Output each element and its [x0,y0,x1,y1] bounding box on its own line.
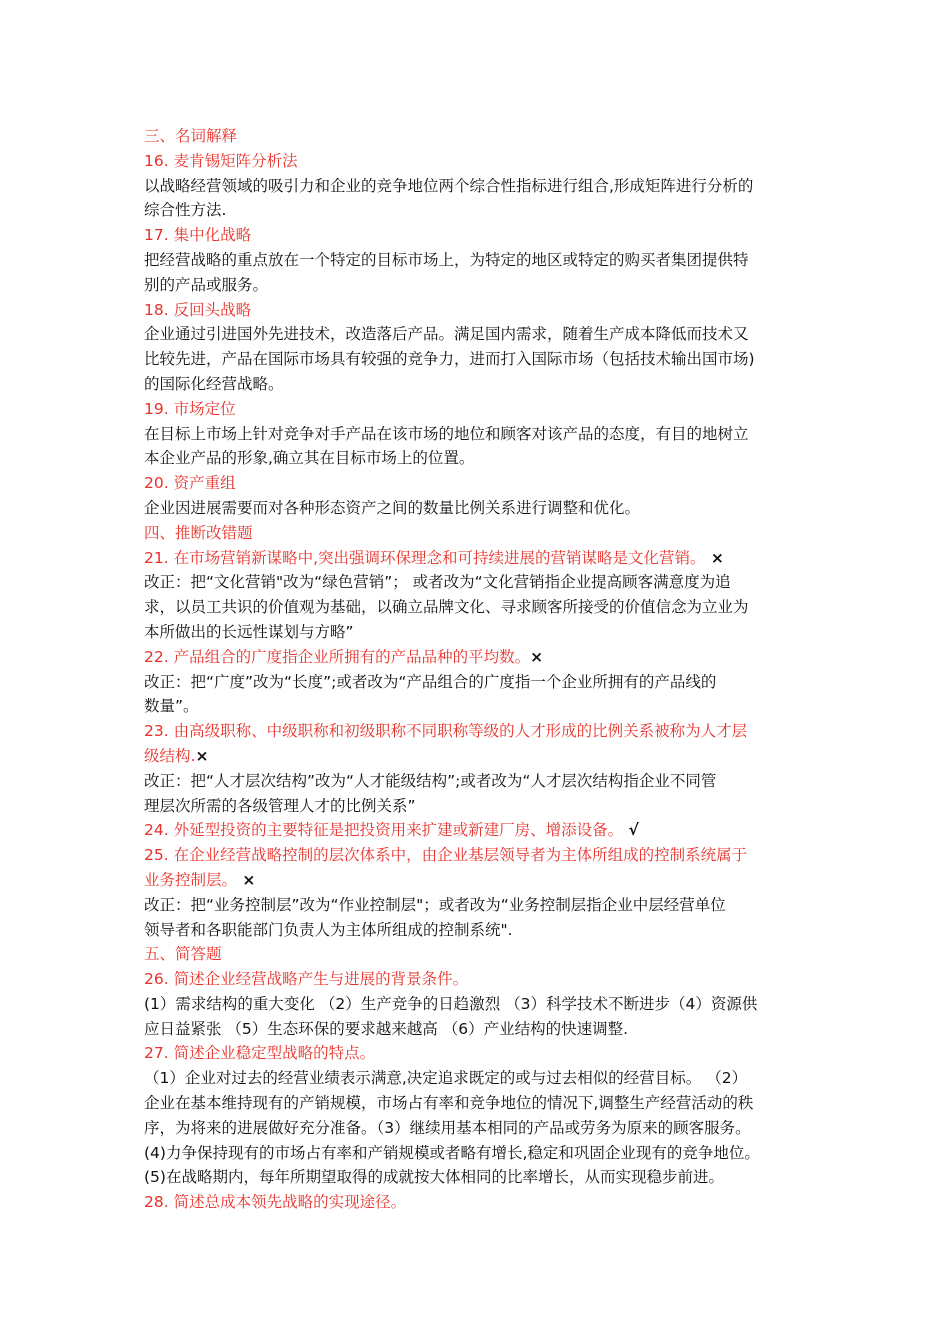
body-text-line [144,496,814,521]
line-text: 23. 由高级职称、中级职称和初级职称不同职称等级的人才形成的比例关系被称为人才层 [144,722,748,741]
section-heading [144,967,814,992]
line-text: 19. 市场定位 [144,399,236,418]
section-heading [144,471,814,496]
line-text: 的国际化经营战略。 [144,374,284,393]
line-text: 以战略经营领域的吸引力和企业的竞争地位两个综合性指标进行组合,形成矩阵进行分析的 [144,176,754,195]
body-text-line [144,794,814,819]
line-text: 把经营战略的重点放在一个特定的目标市场上，为特定的地区或特定的购买者集团提供特 [144,250,749,269]
line-text: 18. 反回头战略 [144,300,252,319]
body-text-line [144,422,814,447]
body-text-line [144,1116,814,1141]
line-text: 企业因进展需要而对各种形态资产之间的数量比例关系进行调整和优化。 [144,498,641,517]
line-text: 改正：把“人才层次结构”改为“人才能级结构”;或者改为“人才层次结构指企业不同管 [144,771,717,790]
body-text-line [144,347,814,372]
body-text-line [144,893,814,918]
judgement-mark: √ [623,821,639,840]
section-heading [144,521,814,546]
line-text: 改正：把“文化营销"改为“绿色营销”； 或者改为“文化营销指企业提高顾客满意度为追 [144,573,731,592]
line-text: 五、简答题 [144,945,222,964]
section-heading [144,124,814,149]
section-heading [144,719,814,744]
section-heading [144,818,814,843]
line-text: 22. 产品组合的广度指企业所拥有的产品品种的平均数。 [144,647,531,666]
section-heading [144,397,814,422]
line-text: 25. 在企业经营战略控制的层次体系中，由企业基层领导者为主体所组成的控制系统属于 [144,846,748,865]
body-text-line [144,372,814,397]
body-text-line [144,620,814,645]
line-text: 级结构. [144,746,196,765]
body-text-line [144,570,814,595]
line-text: 三、名词解释 [144,127,238,145]
line-text: 21. 在市场营销新谋略中,突出强调环保理念和可持续进展的营销谋略是文化营销。 [144,548,706,567]
line-text: 26. 简述企业经营战略产生与进展的背景条件。 [144,970,469,989]
line-text: 20. 资产重组 [144,474,236,493]
body-text-line [144,273,814,298]
body-text-line [144,595,814,620]
line-text: 比较先进，产品在国际市场具有较强的竞争力，进而打入国际市场（包括技术输出国市场) [144,350,755,369]
section-heading [144,298,814,323]
section-heading [144,645,814,670]
section-heading [144,1041,814,1066]
document-body [144,124,814,1215]
body-text-line [144,1141,814,1166]
section-heading [144,744,814,769]
body-text-line [144,174,814,199]
line-text: (4)力争保持现有的市场占有率和产销规模或者略有增长,稳定和巩固企业现有的竞争地位。 [144,1143,760,1162]
body-text-line [144,694,814,719]
line-text: 27. 简述企业稳定型战略的特点。 [144,1044,376,1063]
line-text: 数量”。 [144,697,199,716]
line-text: (5)在战略期内，每年所期望取得的成就按大体相同的比率增长，从而实现稳步前进。 [144,1168,724,1187]
line-text: 企业通过引进国外先进技术，改造落后产品。满足国内需求，随着生产成本降低而技术又 [144,325,749,344]
line-text: 改正：把“业务控制层”改为“作业控制层"；或者改为“业务控制层指企业中层经营单位 [144,895,726,914]
line-text: 理层次所需的各级管理人才的比例关系” [144,796,416,815]
line-text: 综合性方法. [144,201,227,220]
line-text: 四、推断改错题 [144,523,253,542]
line-text: （1）企业对过去的经营业绩表示满意,决定追求既定的或与过去相似的经营目标。 （2） [144,1069,748,1088]
line-text: 序，为将来的进展做好充分准备。（3）继续用基本相同的产品或劳务为原来的顾客服务。 [144,1118,751,1137]
line-text: 本所做出的长远性谋划与方略” [144,622,354,641]
body-text-line [144,198,814,223]
section-heading [144,149,814,174]
body-text-line [144,1066,814,1091]
line-text: 业务控制层。 [144,870,238,889]
body-text-line [144,918,814,943]
line-text: 别的产品或服务。 [144,275,269,294]
line-text: 24. 外延型投资的主要特征是把投资用来扩建或新建厂房、增添设备。 [144,821,624,840]
line-text: 求，以员工共识的价值观为基础，以确立品牌文化、寻求顾客所接受的价值信念为立业为 [144,598,749,617]
body-text-line [144,248,814,273]
line-text: 本企业产品的形象,确立其在目标市场上的位置。 [144,449,475,468]
line-text: 领导者和各职能部门负责人为主体所组成的控制系统". [144,920,513,939]
line-text: 28. 简述总成本领先战略的实现途径。 [144,1193,407,1212]
body-text-line [144,1165,814,1190]
line-text: 17. 集中化战略 [144,226,252,245]
section-heading [144,843,814,868]
body-text-line [144,1017,814,1042]
judgement-mark: × [237,870,256,889]
line-text: 16. 麦肯锡矩阵分析法 [144,151,298,170]
line-text: 应日益紧张 （5）生态环保的要求越来越高 （6）产业结构的快速调整. [144,1019,629,1038]
section-heading [144,223,814,248]
body-text-line [144,446,814,471]
body-text-line [144,992,814,1017]
section-heading [144,1190,814,1215]
body-text-line [144,769,814,794]
judgement-mark: × [195,746,209,765]
line-text: 在目标上市场上针对竞争对手产品在该市场的地位和顾客对该产品的态度，有目的地树立 [144,424,749,443]
line-text: 企业在基本维持现有的产销规模，市场占有率和竞争地位的情况下,调整生产经营活动的秩 [144,1094,754,1113]
line-text: (1）需求结构的重大变化 （2）生产竞争的日趋激烈 （3）科学技术不断进步（4）资源供 [144,994,758,1013]
section-heading [144,942,814,967]
section-heading [144,868,814,893]
judgement-mark: × [530,647,544,666]
judgement-mark: × [705,548,724,567]
body-text-line [144,1091,814,1116]
line-text: 改正：把“广度”改为“长度”;或者改为“产品组合的广度指一个企业所拥有的产品线的 [144,672,717,691]
body-text-line [144,670,814,695]
section-heading [144,546,814,571]
body-text-line [144,322,814,347]
